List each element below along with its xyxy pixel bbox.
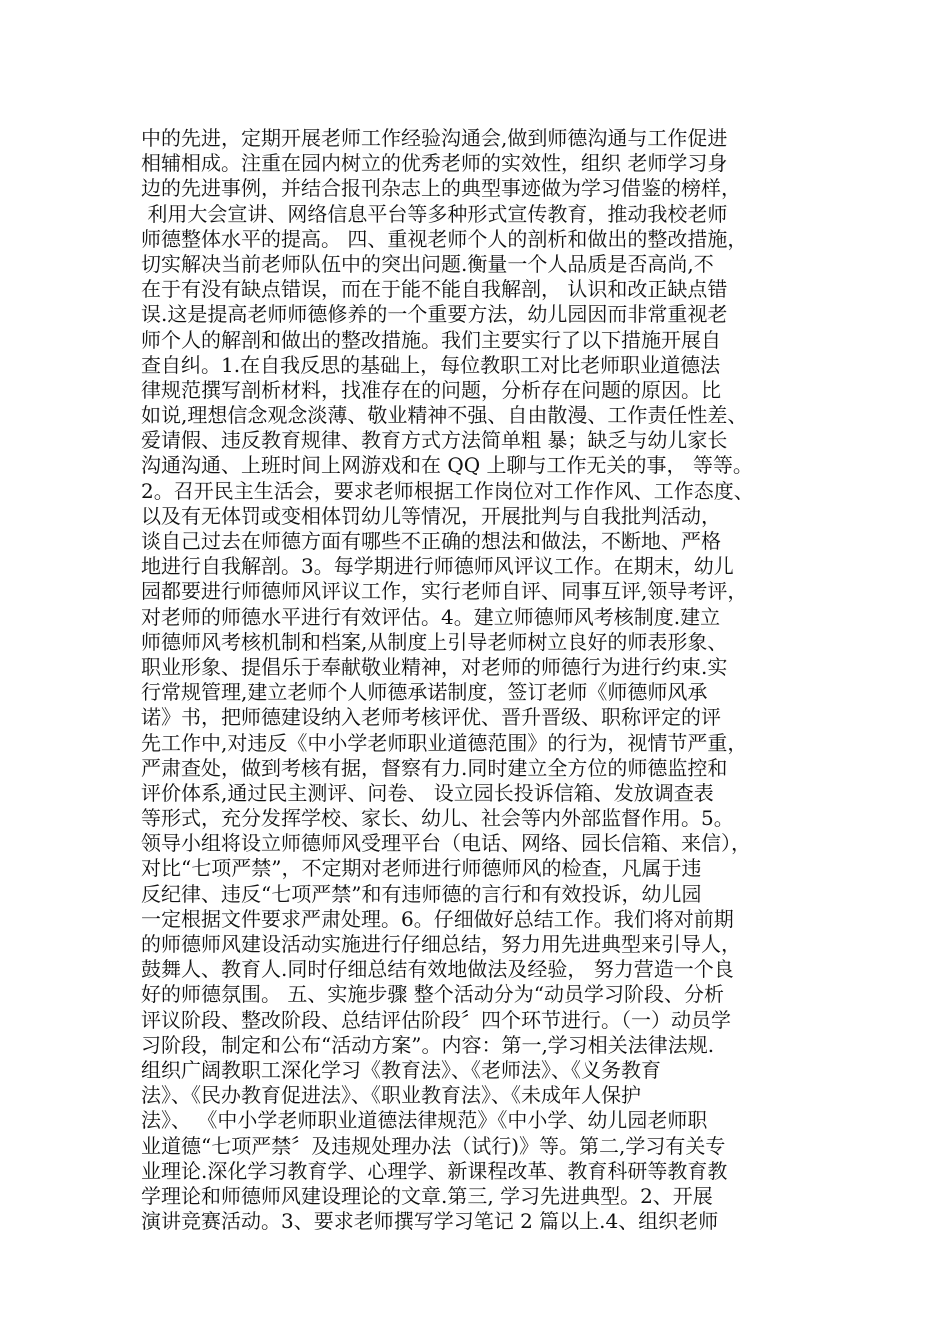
text-line: 对老师的师德水平进行有效评估。4。建立师德师风考核制度.建立 — [141, 604, 721, 629]
text-line: 如说,理想信念观念淡薄、敬业精神不强、自由散漫、工作责任性差、 — [141, 403, 748, 428]
text-line: 律规范撰写剖析材料，找准存在的问题，分析存在问题的原因。比 — [141, 377, 721, 402]
body-text — [141, 126, 831, 1234]
text-line: 职业形象、提倡乐于奉献敬业精神，对老师的师德行为进行约束.实 — [141, 654, 728, 679]
text-line: 法》、《民办教育促进法》、《职业教育法》、《未成年人保护 — [141, 1083, 641, 1108]
text-line: 相辅相成。注重在园内树立的优秀老师的实效性，组织 老师学习身 — [141, 151, 728, 176]
text-line: 切实解决当前老师队伍中的突出问题.衡量一个人品质是否高尚,不 — [141, 251, 714, 276]
text-line: 谈自己过去在师德方面有哪些不正确的想法和做法，不断地、严格 — [141, 529, 721, 553]
text-line: 业理论.深化学习教育学、心理学、新课程改革、教育科研等教育教 — [141, 1158, 728, 1183]
text-line: 师个人的解剖和做出的整改措施。我们主要实行了以下措施开展自 — [141, 327, 721, 352]
text-line: 先工作中,对违反《中小学老师职业道德范围》的行为，视情节严重， — [141, 730, 748, 755]
text-line: 组织广阔教职工深化学习《教育法》、《老师法》、《义务教育 — [141, 1057, 661, 1082]
text-line: 查自纠。1.在自我反思的基础上，每位教职工对比老师职业道德法 — [141, 352, 721, 377]
text-line: 业道德“七项严禁〞及违规处理办法（试行)》等。第二,学习有关专 — [141, 1133, 726, 1158]
text-line: 评价体系,通过民主测评、问卷、 设立园长投诉信箱、发放调查表 — [141, 780, 714, 805]
text-line: 学理论和师德师风建设理论的文章.第三, 学习先进典型。2、开展 — [141, 1183, 713, 1208]
text-line: 鼓舞人、教育人.同时仔细总结有效地做法及经验， 努力营造一个良 — [141, 957, 734, 982]
text-line: 在于有没有缺点错误，而在于能不能自我解剖， 认识和改正缺点错 — [141, 277, 728, 302]
text-line: 演讲竞赛活动。3、要求老师撰写学习笔记 2 篇以上.4、组织老师 — [141, 1209, 719, 1234]
text-line: 好的师德氛围。 五、实施步骤 整个活动分为“动员学习阶段、分析 — [141, 982, 724, 1007]
text-line: 法》、 《中小学老师职业道德法律规范》《中小学、幼儿园老师职 — [141, 1108, 708, 1133]
text-line: 严肃查处，做到考核有据，督察有力.同时建立全方位的师德监控和 — [141, 755, 728, 780]
text-line: 师德整体水平的提高。 四、重视老师个人的剖析和做出的整改措施， — [141, 226, 748, 251]
text-line: 园都要进行师德师风评议工作，实行老师自评、同事互评,领导考评， — [141, 579, 748, 604]
text-line: 习阶段，制定和公布“活动方案”。内容：第一,学习相关法律法规. — [141, 1032, 715, 1057]
text-line: 行常规管理,建立老师个人师德承诺制度，签订老师《师德师风承 — [141, 680, 708, 705]
text-line: 诺》书，把师德建设纳入老师考核评优、晋升晋级、职称评定的评 — [141, 705, 721, 730]
text-line: 沟通沟通、上班时间上网游戏和在 QQ 上聊与工作无关的事， 等等。 — [141, 453, 753, 478]
text-line: 中的先进，定期开展老师工作经验沟通会,做到师德沟通与工作促进 — [141, 126, 728, 150]
text-line: 以及有无体罚或变相体罚幼儿等情况，开展批判与自我批判活动， — [141, 503, 721, 528]
text-line: 边的先进事例，并结合报刊杂志上的典型事迹做为学习借鉴的榜样， — [141, 176, 741, 201]
text-line: 一定根据文件要求严肃处理。6。仔细做好总结工作。我们将对前期 — [141, 906, 734, 931]
text-line: 评议阶段、整改阶段、总结评估阶段〞四个环节进行。（一）动员学 — [141, 1007, 731, 1032]
text-line: 等形式，充分发挥学校、家长、幼儿、社会等内外部监督作用。5。 — [141, 806, 734, 831]
text-line: 2。召开民主生活会，要求老师根据工作岗位对工作作风、工作态度、 — [141, 478, 754, 503]
text-line: 误.这是提高老师师德修养的一个重要方法，幼儿园因而非常重视老 — [141, 302, 728, 327]
text-line: 爱请假、违反教育规律、教育方式方法简单粗 暴；缺乏与幼儿家长 — [141, 428, 728, 453]
text-line: 师德师风考核机制和档案,从制度上引导老师树立良好的师表形象、 — [141, 629, 728, 654]
text-line: 反纪律、违反“七项严禁”和有违师德的言行和有效投诉，幼儿园 — [141, 881, 702, 906]
text-line: 利用大会宣讲、网络信息平台等多种形式宣传教育，推动我校老师 — [141, 201, 728, 226]
text-line: 对比“七项严禁”，不定期对老师进行师德师风的检查，凡属于违 — [141, 856, 702, 881]
text-line: 领导小组将设立师德师风受理平台（电话、网络、园长信箱、来信）， — [141, 831, 751, 856]
text-line: 地进行自我解剖。3。每学期进行师德师风评议工作。在期末，幼儿 — [141, 554, 734, 579]
text-line: 的师德师风建设活动实施进行仔细总结，努力用先进典型来引导人， — [141, 932, 741, 956]
